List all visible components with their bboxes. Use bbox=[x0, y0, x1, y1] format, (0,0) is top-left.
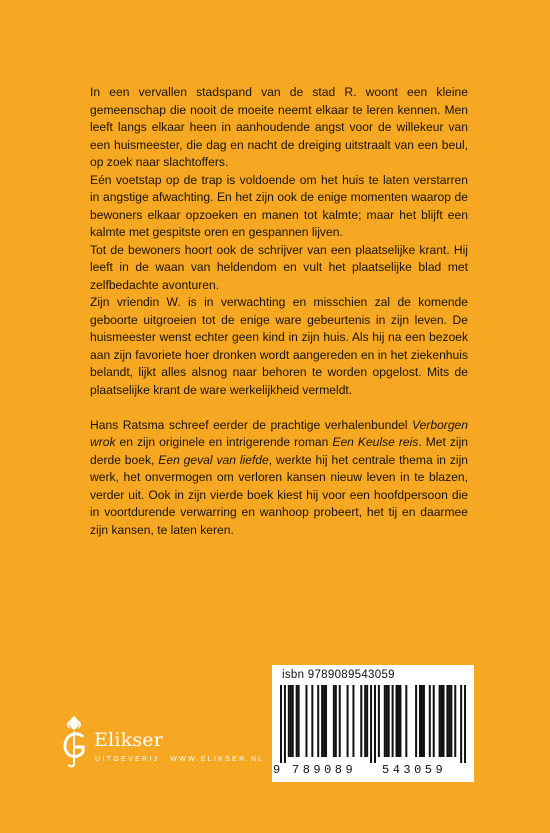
blurb-paragraph-2: Eén voetstap op de trap is voldoende om het huis te laten verstarren in angstige afwachting. En het zijn ook de enige momenten waarop de bewoners elkaar opzoeken en manen tot kalmte; maar het blijft een kalmte met gespitste oren en gespannen lijven. bbox=[90, 172, 468, 239]
barcode-bar bbox=[325, 685, 327, 757]
barcode-bar bbox=[384, 685, 386, 757]
barcode-bar bbox=[396, 685, 398, 757]
book-title-verborgen-wrok: Verborgen wrok bbox=[90, 417, 468, 449]
barcode-bar bbox=[388, 685, 390, 757]
barcode-bar bbox=[443, 685, 445, 757]
barcode-bar bbox=[335, 685, 337, 757]
barcode-bar bbox=[321, 685, 323, 757]
barcode-bar bbox=[311, 685, 313, 757]
barcode-bar bbox=[366, 685, 368, 757]
barcode-bar bbox=[290, 685, 292, 757]
isbn-label: isbn 9789089543059 bbox=[282, 669, 395, 681]
barcode-bar bbox=[423, 685, 425, 757]
barcode-digits bbox=[272, 763, 474, 833]
author-text-c: . Met zijn derde boek, bbox=[90, 435, 468, 467]
author-paragraph bbox=[90, 417, 468, 540]
barcode-bar bbox=[460, 685, 462, 763]
barcode-bar bbox=[352, 685, 354, 757]
barcode-digit-first: 9 bbox=[273, 763, 281, 777]
barcode-bar bbox=[386, 685, 388, 757]
barcode-bar bbox=[374, 685, 376, 763]
book-title-een-geval-van-liefde: Een geval van liefde bbox=[158, 452, 269, 467]
author-text-a: Hans Ratsma schreef eerder de prachtige verhalenbundel bbox=[90, 417, 412, 432]
barcode-bar bbox=[405, 685, 407, 757]
barcode-bar bbox=[397, 685, 399, 757]
barcode-bar bbox=[454, 685, 456, 757]
author-text-d: , werkte hij het centrale thema in zijn werk, het onvermogen om verloren kansen nieuw leven in te blazen, verder uit. Ook in zijn vierde boek kiest hij voor een hoofdpersoon die in voortdurende verwarring en wanhoop probeert, het tij en daarmee zijn kansen, te laten keren. bbox=[90, 452, 469, 537]
barcode-bar bbox=[370, 685, 372, 763]
book-title-een-keulse-reis: Een Keulse reis bbox=[332, 435, 419, 449]
elikser-logo-icon bbox=[58, 712, 92, 768]
barcode-bar bbox=[317, 685, 319, 757]
barcode-image bbox=[280, 685, 466, 763]
barcode-digits-left: 789089 bbox=[292, 763, 357, 777]
barcode-bar bbox=[441, 685, 443, 757]
isbn-barcode-box bbox=[272, 665, 474, 782]
barcode-bar bbox=[429, 685, 431, 757]
publisher-name: Elikser bbox=[94, 729, 164, 751]
barcode-bar bbox=[364, 685, 366, 757]
blurb-paragraph-4: Zijn vriendin W. is in verwachting en misschien zal de komende geboorte uitgroeien tot de enige ware gebeurtenis in zijn leven. De huismeester wenst echter geen kind in zijn huis. Als hij na een bezoek aan zijn favoriete hoer dronken wordt aangereden en in het ziekenhuis belandt, lijkt alles alsnog naar behoren te worden opgelost. Mits de plaatselijke krant de ware werkelijkheid vermeldt. bbox=[90, 295, 468, 397]
barcode-bar bbox=[464, 685, 466, 763]
blurb-paragraph-1: In een vervallen stadspand van de stad R. woont een kleine gemeenschap die nooit de moeite neemt elkaar te leren kennen. Men leeft langs elkaar heen in aanhoudende angst voor de willekeur van een huismeester, die dag en nacht de dreiging uitstraalt van een beul, op zoek naar slachtoffers. bbox=[90, 85, 468, 169]
barcode-bar bbox=[296, 685, 298, 757]
barcode-bar bbox=[280, 685, 282, 763]
barcode-bar bbox=[339, 685, 341, 757]
barcode-bar bbox=[448, 685, 450, 757]
barcode-bar bbox=[333, 685, 335, 757]
author-text-b: en zijn originele en intrigerende roman bbox=[115, 435, 333, 449]
publisher-logo bbox=[58, 712, 265, 772]
barcode-digits-right: 543059 bbox=[382, 763, 447, 777]
barcode-bar bbox=[392, 685, 394, 757]
barcode-bar bbox=[446, 685, 448, 757]
barcode-bar bbox=[419, 685, 421, 757]
barcode-bar bbox=[415, 685, 417, 757]
barcode-bar bbox=[323, 685, 325, 757]
publisher-url: WWW.ELIKSER.NL bbox=[170, 754, 265, 763]
barcode-bar bbox=[298, 685, 300, 757]
barcode-bar bbox=[305, 685, 307, 757]
publisher-subtitle: UITGEVERIJ bbox=[95, 754, 160, 763]
barcode-bar bbox=[450, 685, 452, 757]
barcode-bar bbox=[433, 685, 435, 757]
back-cover-blurb bbox=[90, 84, 468, 539]
barcode-bar bbox=[378, 685, 380, 757]
barcode-bar bbox=[292, 685, 294, 757]
barcode-bar bbox=[421, 685, 423, 757]
barcode-bar bbox=[288, 685, 290, 757]
barcode-bar bbox=[439, 685, 441, 757]
barcode-bar bbox=[347, 685, 349, 757]
barcode-bar bbox=[360, 685, 362, 757]
barcode-bar bbox=[399, 685, 401, 757]
blurb-paragraph-3: Tot de bewoners hoort ook de schrijver van een plaatselijke krant. Hij leeft in de waan van heldendom en vult het plaatselijke blad met zelfbedachte avonturen. bbox=[90, 242, 468, 292]
barcode-bar bbox=[284, 685, 286, 763]
